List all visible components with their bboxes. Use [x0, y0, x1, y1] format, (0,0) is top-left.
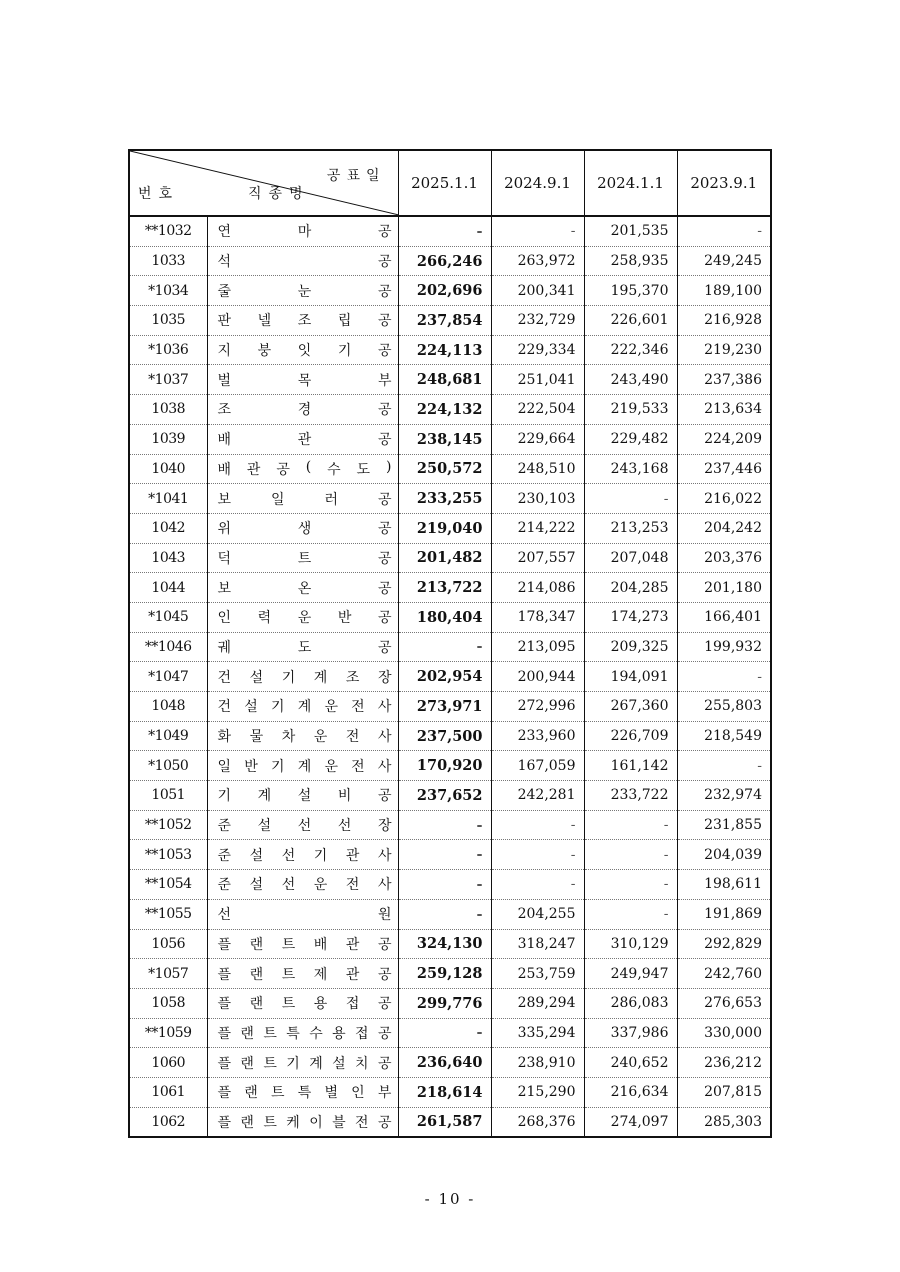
- job-code: **1052: [129, 810, 207, 840]
- job-name: [207, 484, 398, 514]
- wage-value: 229,664: [491, 424, 584, 454]
- wage-value: 242,281: [491, 781, 584, 811]
- wage-value: 263,972: [491, 246, 584, 276]
- job-name: [207, 335, 398, 365]
- wage-value: -: [491, 840, 584, 870]
- job-code: *1047: [129, 662, 207, 692]
- job-name-text: 플 랜 트 특 수 용 접 공: [217, 1025, 392, 1042]
- table-row: [129, 899, 771, 929]
- job-code: 1051: [129, 781, 207, 811]
- job-name: [207, 602, 398, 632]
- wage-value: 178,347: [491, 602, 584, 632]
- job-name-text: 보 일 러 공: [217, 491, 392, 508]
- wage-value: 214,222: [491, 513, 584, 543]
- wage-value: 237,652: [398, 781, 491, 811]
- wage-value: 267,360: [584, 692, 677, 722]
- wage-value: -: [398, 810, 491, 840]
- job-name-text: 플 랜 트 배 관 공: [217, 936, 392, 953]
- wage-value: 191,869: [677, 899, 771, 929]
- job-code: *1049: [129, 721, 207, 751]
- job-name: [207, 573, 398, 603]
- wage-value: 204,255: [491, 899, 584, 929]
- job-name-text: 배 관 공 ( 수 도 ): [217, 458, 392, 478]
- wage-value: 229,482: [584, 424, 677, 454]
- job-name-text: 배 관 공: [217, 432, 392, 449]
- wage-value: 195,370: [584, 276, 677, 306]
- job-code: 1061: [129, 1077, 207, 1107]
- wage-value: 255,803: [677, 692, 771, 722]
- wage-value: 237,500: [398, 721, 491, 751]
- job-code: 1035: [129, 306, 207, 336]
- wage-value: 216,634: [584, 1077, 677, 1107]
- wage-value: 258,935: [584, 246, 677, 276]
- job-name-text: 줄 눈 공: [217, 283, 392, 300]
- wage-value: 207,048: [584, 543, 677, 573]
- wage-value: 201,180: [677, 573, 771, 603]
- wage-value: 209,325: [584, 632, 677, 662]
- wage-value: -: [491, 216, 584, 246]
- table-row: [129, 573, 771, 603]
- wage-value: 237,386: [677, 365, 771, 395]
- table-row: [129, 276, 771, 306]
- wage-value: 335,294: [491, 1018, 584, 1048]
- wage-value: 174,273: [584, 602, 677, 632]
- job-code: *1037: [129, 365, 207, 395]
- page-number: - 10 -: [424, 1190, 476, 1208]
- wage-value: 199,932: [677, 632, 771, 662]
- job-name: [207, 395, 398, 425]
- wage-value: 224,132: [398, 395, 491, 425]
- wage-value: 232,729: [491, 306, 584, 336]
- table-row: [129, 365, 771, 395]
- job-name: [207, 276, 398, 306]
- wage-value: -: [398, 1018, 491, 1048]
- wage-value: -: [398, 632, 491, 662]
- job-name: [207, 1107, 398, 1137]
- table-row: [129, 424, 771, 454]
- wage-value: -: [584, 810, 677, 840]
- wage-value: 231,855: [677, 810, 771, 840]
- job-code: 1062: [129, 1107, 207, 1137]
- job-name: [207, 632, 398, 662]
- job-name: [207, 306, 398, 336]
- header-date-2023-9-1: 2023.9.1: [677, 150, 771, 216]
- job-name: [207, 870, 398, 900]
- wage-value: 250,572: [398, 454, 491, 484]
- job-name: [207, 721, 398, 751]
- table-row: [129, 543, 771, 573]
- wage-value: 249,245: [677, 246, 771, 276]
- wage-value: 167,059: [491, 751, 584, 781]
- wage-value: -: [398, 870, 491, 900]
- wage-value: 229,334: [491, 335, 584, 365]
- table-row: [129, 395, 771, 425]
- table-row: [129, 870, 771, 900]
- wage-value: 318,247: [491, 929, 584, 959]
- wage-value: 230,103: [491, 484, 584, 514]
- job-name-text: 선 원: [217, 907, 392, 924]
- table-row: [129, 335, 771, 365]
- job-name: [207, 692, 398, 722]
- job-name: [207, 216, 398, 246]
- table-row: [129, 454, 771, 484]
- job-code: **1046: [129, 632, 207, 662]
- job-name-text: 건 설 기 계 조 장: [217, 669, 392, 686]
- job-name-text: 인 력 운 반 공: [217, 610, 392, 627]
- header-date-label: 공표일: [326, 168, 386, 184]
- wage-value: 248,510: [491, 454, 584, 484]
- job-name-text: 플 랜 트 용 접 공: [217, 996, 392, 1013]
- job-name: [207, 543, 398, 573]
- wage-value: 161,142: [584, 751, 677, 781]
- table-row: [129, 840, 771, 870]
- table-row: [129, 810, 771, 840]
- wage-value: -: [491, 870, 584, 900]
- wage-value: 285,303: [677, 1107, 771, 1137]
- job-name: [207, 424, 398, 454]
- table-row: [129, 692, 771, 722]
- job-name: [207, 751, 398, 781]
- job-code: **1054: [129, 870, 207, 900]
- wage-value: 180,404: [398, 602, 491, 632]
- table-row: [129, 1077, 771, 1107]
- wage-value: 214,086: [491, 573, 584, 603]
- job-code: 1033: [129, 246, 207, 276]
- table-row: [129, 484, 771, 514]
- wage-value: 219,230: [677, 335, 771, 365]
- job-name-text: 건 설 기 계 운 전 사: [217, 699, 392, 716]
- header-date-2024-9-1: 2024.9.1: [491, 150, 584, 216]
- job-code: 1043: [129, 543, 207, 573]
- job-code: *1057: [129, 959, 207, 989]
- wage-value: 299,776: [398, 988, 491, 1018]
- job-name-text: 위 생 공: [217, 521, 392, 538]
- wage-value: 310,129: [584, 929, 677, 959]
- job-code: 1048: [129, 692, 207, 722]
- header-date-2025-1-1: 2025.1.1: [398, 150, 491, 216]
- job-name-text: 준 설 선 기 관 사: [217, 847, 392, 864]
- job-name-text: 일 반 기 계 운 전 사: [217, 758, 392, 775]
- table-row: [129, 602, 771, 632]
- wage-value: 236,212: [677, 1048, 771, 1078]
- job-code: **1059: [129, 1018, 207, 1048]
- table-row: [129, 246, 771, 276]
- wage-value: 224,209: [677, 424, 771, 454]
- wage-value: 200,341: [491, 276, 584, 306]
- wage-value: -: [491, 810, 584, 840]
- wage-value: 232,974: [677, 781, 771, 811]
- wage-value: 249,947: [584, 959, 677, 989]
- wage-value: 272,996: [491, 692, 584, 722]
- job-name-text: 석 공: [217, 254, 392, 271]
- wage-value: 286,083: [584, 988, 677, 1018]
- job-name-text: 플 랜 트 케 이 블 전 공: [217, 1114, 392, 1131]
- wage-value: 219,040: [398, 513, 491, 543]
- job-code: 1040: [129, 454, 207, 484]
- wage-value: 243,168: [584, 454, 677, 484]
- header-code-label: 번호: [138, 186, 180, 202]
- table-row: [129, 988, 771, 1018]
- table-row: [129, 306, 771, 336]
- job-code: *1041: [129, 484, 207, 514]
- wage-value: 253,759: [491, 959, 584, 989]
- wage-value: 194,091: [584, 662, 677, 692]
- wage-value: 222,504: [491, 395, 584, 425]
- job-name: [207, 1077, 398, 1107]
- job-name-text: 플 랜 트 기 계 설 치 공: [217, 1055, 392, 1072]
- wage-value: 207,557: [491, 543, 584, 573]
- wage-value: 216,022: [677, 484, 771, 514]
- wage-value: 222,346: [584, 335, 677, 365]
- job-name-text: 준 설 선 운 전 사: [217, 877, 392, 894]
- job-name: [207, 988, 398, 1018]
- wage-value: 198,611: [677, 870, 771, 900]
- wage-value: -: [398, 216, 491, 246]
- wage-value: -: [584, 870, 677, 900]
- job-code: 1060: [129, 1048, 207, 1078]
- job-code: 1044: [129, 573, 207, 603]
- wage-value: 226,709: [584, 721, 677, 751]
- wage-value: 204,039: [677, 840, 771, 870]
- job-name: [207, 1018, 398, 1048]
- wage-value: 276,653: [677, 988, 771, 1018]
- wage-value: 237,854: [398, 306, 491, 336]
- wage-value: 200,944: [491, 662, 584, 692]
- wage-value: 292,829: [677, 929, 771, 959]
- job-name-text: 궤 도 공: [217, 639, 392, 656]
- wage-value: 201,535: [584, 216, 677, 246]
- wage-value: 238,145: [398, 424, 491, 454]
- wage-value: 261,587: [398, 1107, 491, 1137]
- job-name: [207, 1048, 398, 1078]
- table-row: [129, 929, 771, 959]
- wage-value: 204,242: [677, 513, 771, 543]
- job-name: [207, 513, 398, 543]
- wage-value: 259,128: [398, 959, 491, 989]
- table-row: [129, 216, 771, 246]
- wage-value: 324,130: [398, 929, 491, 959]
- wage-value: 189,100: [677, 276, 771, 306]
- wage-value: 213,253: [584, 513, 677, 543]
- table-row: [129, 781, 771, 811]
- job-name-text: 플 랜 트 제 관 공: [217, 966, 392, 983]
- wage-value: 233,960: [491, 721, 584, 751]
- job-code: 1038: [129, 395, 207, 425]
- job-name: [207, 899, 398, 929]
- wage-value: -: [398, 899, 491, 929]
- wage-value: 240,652: [584, 1048, 677, 1078]
- job-code: 1058: [129, 988, 207, 1018]
- header-name-label: 직종명: [248, 186, 310, 202]
- wage-value: 242,760: [677, 959, 771, 989]
- wage-value: 268,376: [491, 1107, 584, 1137]
- wage-value: 213,095: [491, 632, 584, 662]
- header-date-2024-1-1: 2024.1.1: [584, 150, 677, 216]
- table-row: [129, 513, 771, 543]
- wage-value: 213,634: [677, 395, 771, 425]
- table-header-row: [129, 150, 771, 216]
- wage-value: 233,255: [398, 484, 491, 514]
- job-code: 1056: [129, 929, 207, 959]
- job-name: [207, 454, 398, 484]
- wage-value: 243,490: [584, 365, 677, 395]
- wage-value: 251,041: [491, 365, 584, 395]
- wage-value: -: [584, 484, 677, 514]
- wage-value: 219,533: [584, 395, 677, 425]
- job-name-text: 벌 목 부: [217, 372, 392, 389]
- wage-value: 166,401: [677, 602, 771, 632]
- job-name: [207, 246, 398, 276]
- wage-value: 273,971: [398, 692, 491, 722]
- wage-value: 266,246: [398, 246, 491, 276]
- job-code: 1042: [129, 513, 207, 543]
- wage-value: 289,294: [491, 988, 584, 1018]
- job-code: *1034: [129, 276, 207, 306]
- wage-value: 202,696: [398, 276, 491, 306]
- table-row: [129, 721, 771, 751]
- diagonal-header-cell: [129, 150, 398, 216]
- wage-value: 238,910: [491, 1048, 584, 1078]
- wage-value: 224,113: [398, 335, 491, 365]
- wage-value: -: [677, 751, 771, 781]
- job-name: [207, 781, 398, 811]
- job-name-text: 기 계 설 비 공: [217, 788, 392, 805]
- job-name: [207, 959, 398, 989]
- wage-value: 207,815: [677, 1077, 771, 1107]
- job-code: *1045: [129, 602, 207, 632]
- wage-value: 215,290: [491, 1077, 584, 1107]
- wage-value: 274,097: [584, 1107, 677, 1137]
- job-name-text: 덕 트 공: [217, 550, 392, 567]
- job-name-text: 연 마 공: [217, 224, 392, 241]
- job-name-text: 지 붕 잇 기 공: [217, 343, 392, 360]
- job-name-text: 보 온 공: [217, 580, 392, 597]
- table-row: [129, 751, 771, 781]
- table-row: [129, 662, 771, 692]
- table-row: [129, 959, 771, 989]
- job-code: *1050: [129, 751, 207, 781]
- table-row: [129, 1018, 771, 1048]
- wage-value: 248,681: [398, 365, 491, 395]
- wage-value: -: [677, 216, 771, 246]
- wage-value: 330,000: [677, 1018, 771, 1048]
- wage-value: 218,614: [398, 1077, 491, 1107]
- table-row: [129, 1048, 771, 1078]
- wage-value: 213,722: [398, 573, 491, 603]
- job-code: 1039: [129, 424, 207, 454]
- wage-value: 202,954: [398, 662, 491, 692]
- wage-value: 236,640: [398, 1048, 491, 1078]
- job-name: [207, 929, 398, 959]
- job-name-text: 플 랜 트 특 별 인 부: [217, 1085, 392, 1102]
- wage-value: -: [398, 840, 491, 870]
- job-name: [207, 662, 398, 692]
- wage-value: 216,928: [677, 306, 771, 336]
- wage-value: 233,722: [584, 781, 677, 811]
- wage-value: 204,285: [584, 573, 677, 603]
- job-code: **1053: [129, 840, 207, 870]
- job-code: **1055: [129, 899, 207, 929]
- table-row: [129, 632, 771, 662]
- wage-table: [128, 149, 772, 1138]
- job-code: **1032: [129, 216, 207, 246]
- job-name-text: 화 물 차 운 전 사: [217, 729, 392, 746]
- job-name: [207, 810, 398, 840]
- wage-value: 170,920: [398, 751, 491, 781]
- wage-value: 226,601: [584, 306, 677, 336]
- job-name-text: 조 경 공: [217, 402, 392, 419]
- wage-value: 203,376: [677, 543, 771, 573]
- wage-value: 237,446: [677, 454, 771, 484]
- wage-value: -: [584, 899, 677, 929]
- wage-value: 201,482: [398, 543, 491, 573]
- wage-value: -: [584, 840, 677, 870]
- table-body: [129, 216, 771, 1137]
- job-code: *1036: [129, 335, 207, 365]
- job-name-text: 준 설 선 선 장: [217, 818, 392, 835]
- wage-value: 337,986: [584, 1018, 677, 1048]
- job-name-text: 판 넬 조 립 공: [217, 313, 392, 330]
- wage-value: -: [677, 662, 771, 692]
- wage-value: 218,549: [677, 721, 771, 751]
- table-row: [129, 1107, 771, 1137]
- job-name: [207, 365, 398, 395]
- job-name: [207, 840, 398, 870]
